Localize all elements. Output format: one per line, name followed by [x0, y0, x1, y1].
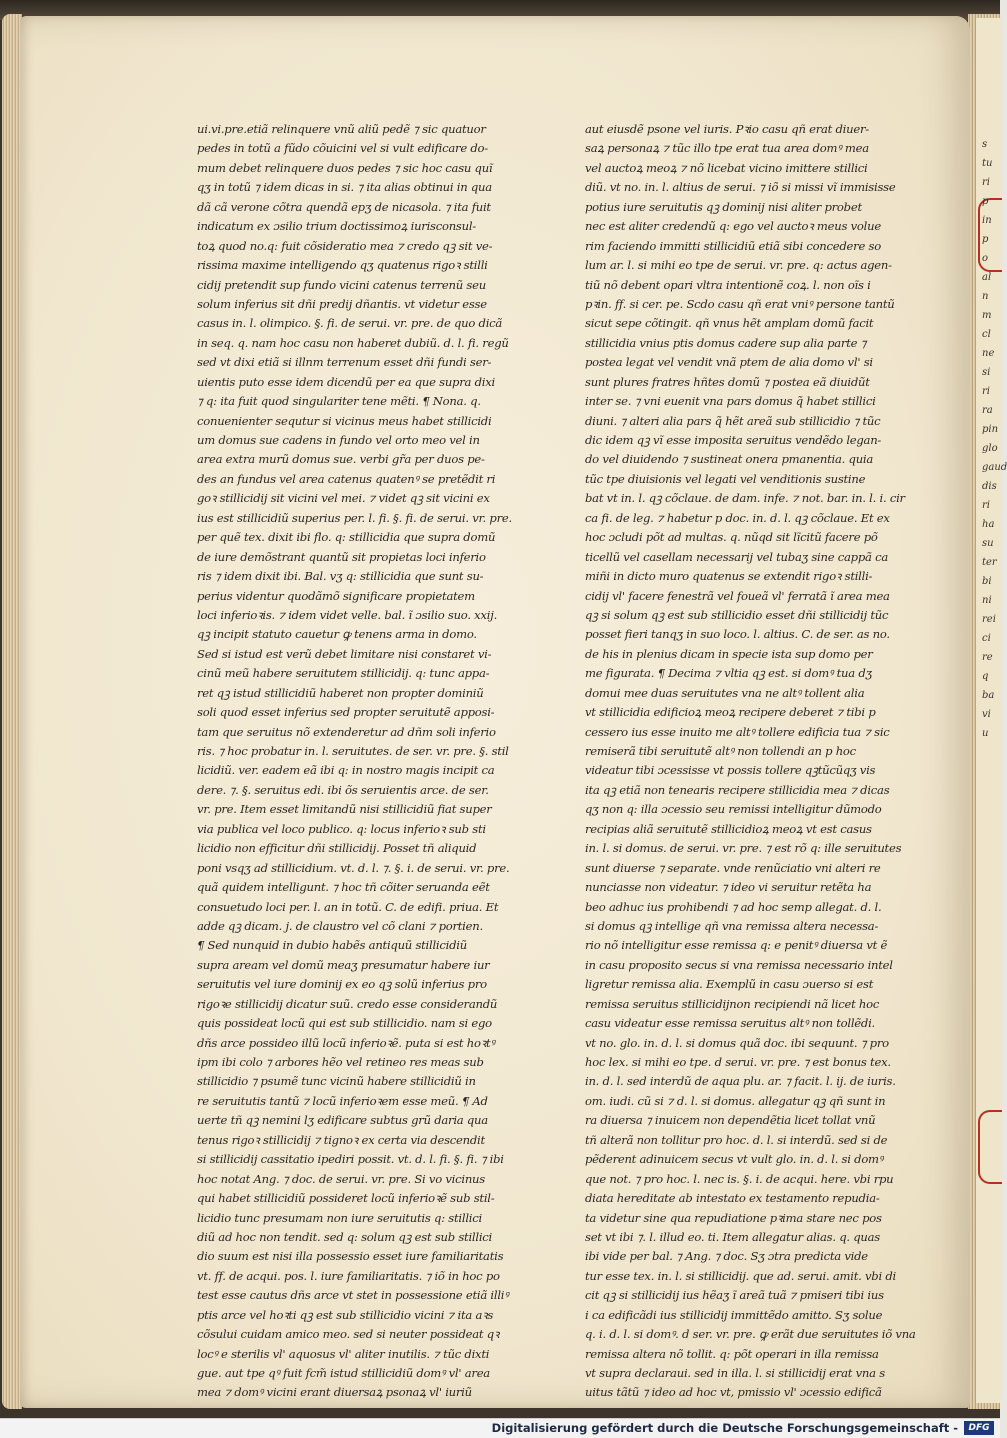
margin-fragment: glo	[982, 443, 998, 454]
text-line: loci inferioꝛis. ⁊ idem videt velle. bal. ĩ ɔsilio suo. xxij.	[197, 607, 498, 622]
text-line: dã cã verone cõtra quendã epʒ de nicasola. ⁊ ita fuit	[197, 199, 491, 214]
text-line: diũ. vt no. in. l. altius de serui. ⁊ iõ si missi vĩ immisisse	[585, 180, 896, 195]
text-line: diũ ad hoc non tendit. sed q: solum qꝫ est sub stillici	[197, 1229, 492, 1244]
text-line: casus in. l. olimpico. §. fi. de serui. vr. pre. de quo dicã	[197, 316, 503, 331]
text-line: recipias aliã seruitutẽ stillicidioꝝ meoꝝ vt est casus	[585, 821, 872, 836]
text-line: qui habet stillicidiũ possideret locũ inferioꝛẽ sub stil-	[197, 1191, 495, 1206]
text-line: tur esse tex. in. l. si stillicidij. que ad. serui. amit. vbi di	[585, 1268, 896, 1283]
margin-fragment: ci	[982, 633, 991, 644]
text-line: in casu proposito secus si vna remissa necessario intel	[585, 957, 893, 972]
margin-fragment: ne	[982, 348, 995, 359]
text-line: cõsului cuidam amico meo. sed si neuter possideat qꝛ	[197, 1327, 500, 1342]
text-line: de iure demõstrant quantũ sit propietas loci inferio	[197, 549, 486, 564]
text-line: ticellũ vel casellam necessarij vel tubaʒ sine cappã ca	[585, 549, 889, 564]
text-line: dñs arce possideo illũ locũ inferioꝛẽ. puta si est hoꝛtꝰ	[197, 1035, 495, 1050]
text-line: sed vt dixi etiã si illnm terrenum esset dñi fundi ser-	[197, 355, 492, 370]
text-line: vel auctoꝝ meoꝝ ⁊ nõ licebat vicino imittere stillici	[585, 160, 868, 175]
margin-fragment: ra	[982, 405, 993, 416]
page-stack-left	[2, 14, 22, 1409]
text-line: mea ⁊ domꝰ vicini erant diuersaꝝ psonaꝝ vl' iuriũ	[197, 1385, 472, 1400]
text-line: dic idem qꝫ vĩ esse imposita seruitus vendẽdo legan-	[585, 433, 882, 447]
text-line: sunt diuerse ⁊ separate. vnde renũciatio vni alteri re	[585, 860, 881, 875]
text-line: seruitutis vel iure dominij ex eo qꝫ solũ inferius pro	[197, 977, 487, 992]
margin-fragment: p	[982, 234, 989, 245]
text-line: posset fieri tanqʒ in suo loco. l. altius. C. de ser. as no.	[585, 627, 890, 642]
text-line: goꝛ stillicidij sit vicini vel mei. ⁊ videt qꝫ sit vicini ex	[197, 491, 490, 506]
text-line: consuetudo loci per. l. an in totũ. C. de edifi. priua. Et	[197, 899, 499, 914]
text-line: quis possideat locũ qui est sub stillicidio. nam si ego	[197, 1016, 492, 1031]
margin-fragment: rei	[982, 614, 996, 625]
text-line: lum ar. l. si mihi eo tpe de serui. vr. pre. q: actus agen-	[585, 258, 892, 273]
margin-fragment: ba	[982, 690, 995, 701]
text-line: cidij vl' facere fenestrã vel foueã vl' ferratã ĩ area mea	[585, 588, 890, 603]
margin-fragment: tu	[982, 158, 993, 169]
text-line: in seq. q. nam hoc casu non haberet dubiũ. d. l. fi. regũ	[197, 335, 509, 350]
margin-fragment: al	[982, 272, 992, 283]
text-line: ¶ Sed nunquid in dubio habẽs antiquũ stillicidiũ	[197, 938, 467, 953]
text-line: hoc lex. si mihi eo tpe. d serui. vr. pre. ⁊ est bonus tex.	[585, 1055, 891, 1069]
text-line: remissa seruitus stillicidijnon recipiendi nã licet hoc	[585, 996, 880, 1011]
facing-page-margin-text	[982, 135, 1007, 743]
text-line: dio suum est nisi illa possessio esset iure familiaritatis	[197, 1249, 504, 1264]
margin-fragment: ni	[982, 595, 992, 606]
text-line: miñi in dicto muro quatenus se extendit rigoꝛ stilli-	[585, 569, 873, 584]
margin-fragment: m	[982, 310, 992, 321]
text-line: nec est aliter credendũ q: ego vel auctoꝛ meus volue	[585, 219, 881, 234]
margin-fragment: su	[982, 538, 994, 549]
text-line: videatur tibi ɔcessisse vt possis tollere qꝫtũcũqʒ vis	[585, 763, 876, 778]
text-line: hoc ɔcludi põt ad multas. q. nũqd sit lĩcitũ facere põ	[585, 530, 878, 545]
margin-fragment: gaud	[982, 462, 1007, 473]
margin-fragment: u	[982, 728, 989, 739]
margin-fragment: ter	[982, 557, 997, 568]
text-line: si domus qꝫ intellige qñ vna remissa altera necessa-	[585, 918, 879, 933]
text-line: saꝝ personaꝝ ⁊ tũc illo tpe erat tua area domꝰ mea	[585, 141, 869, 156]
text-line: in. d. l. sed interdũ de aqua plu. ar. ⁊ facit. l. ij. de iuris.	[585, 1074, 896, 1089]
text-line: diuni. ⁊ alteri alia pars q̃ hẽt areã sub stillicidio ⁊ tũc	[585, 413, 881, 428]
text-line: casu videatur esse remissa seruitus altꝰ non tollẽdi.	[585, 1016, 875, 1031]
text-line: rim faciendo immitti stillicidiũ etiã sibi concedere so	[585, 238, 881, 253]
text-line: ius est stillicidiũ superius per. l. fi. §. fi. de serui. vr. pre.	[197, 510, 512, 525]
text-line: si stillicidij cassitatio ipediri possit. vt. d. l. fi. §. fi. ⁊ ibi	[197, 1152, 504, 1167]
margin-fragment: ri	[982, 500, 990, 511]
text-line: licidio non efficitur dñi stillicidij. Posset tñ aliquid	[197, 841, 477, 856]
margin-fragment: q	[982, 671, 989, 682]
margin-fragment: s	[982, 139, 988, 150]
text-line: uerte tñ qꝫ nemini lʒ edificare subtus grũ daria qua	[197, 1113, 488, 1128]
text-line: ui.vi.pre.etiã relinquere vnũ aliũ pedẽ ⁊ sic quatuor	[197, 122, 486, 136]
text-line: Sed si istud est verũ debet limitare nisi constaret vi-	[197, 646, 492, 661]
text-line: um domus sue cadens in fundo vel orto meo vel in	[197, 433, 480, 447]
text-line: mum debet relinquere duos pedes ⁊ sic hoc casu quĩ	[197, 160, 493, 175]
text-line: locꝰ e sterilis vl' aquosus vl' aliter inutilis. ⁊ tũc dixti	[197, 1346, 490, 1361]
text-line: poni vsqʒ ad stillicidium. vt. d. l. ⁊. §. i. de serui. vr. pre.	[197, 860, 510, 875]
text-line: licidio tunc presumam non iure seruitutis q: stillici	[197, 1210, 482, 1225]
text-line: vt. ff. de acqui. pos. l. iure familiaritatis. ⁊ iõ in hoc po	[197, 1268, 500, 1283]
text-line: re seruitutis tantũ ⁊ locũ inferioꝛem esse meũ. ¶ Ad	[197, 1093, 488, 1108]
dfg-logo: DFG	[964, 1421, 994, 1435]
text-line: tenus rigoꝛ stillicidij ⁊ tignoꝛ ex certa via descendit	[197, 1132, 485, 1147]
text-line: remiserã tibi seruitutẽ altꝰ non tollendi an p hoc	[585, 744, 856, 758]
margin-fragment: si	[982, 367, 991, 378]
text-line: cessero ius esse inuito me altꝰ tollere edificia tua ⁊ sic	[585, 724, 890, 739]
text-line: qʒ in totũ ⁊ idem dicas in si. ⁊ ita alias obtinui in qua	[197, 180, 492, 195]
text-line: remissa altera nõ tollit. q: põt operari in illa remissa	[585, 1346, 879, 1361]
text-line: rio nõ intelligitur esse remissa q: e penitꝰ diuersa vt ẽ	[585, 938, 888, 953]
text-line: vr. pre. Item esset limitandũ nisi stillicidiũ fiat super	[197, 802, 492, 817]
text-line: cit qꝫ si stillicidij ius hẽaʒ ĩ areã tuã ⁊ pmiseri tibi ius	[585, 1288, 884, 1303]
text-line: stillicidio ⁊ psumẽ tunc vicinũ habere stillicidiũ in	[197, 1074, 476, 1089]
margin-fragment: in	[982, 215, 992, 226]
margin-fragment: vi	[982, 709, 991, 720]
text-line: beo adhuc ius prohibendi ⁊ ad hoc semp allegat. d. l.	[585, 899, 882, 914]
margin-fragment: pin	[982, 424, 999, 435]
text-line: pedes in totũ a fũdo cõuicini vel si vult edificare do-	[197, 141, 488, 156]
text-line: do vel diuidendo ⁊ sustineat onera pmanentia. quia	[585, 452, 874, 467]
text-line: q. i. d. l. si domꝰ. d ser. vr. pre. ꝙ erãt due seruitutes iõ vna	[585, 1327, 916, 1342]
text-line: potius iure seruitutis qꝫ dominij nisi aliter probet	[585, 199, 862, 214]
text-line: solum inferius sit dñi predij dñantis. vt videtur esse	[197, 296, 487, 311]
margin-fragment: o	[982, 253, 989, 264]
text-line: cinũ meũ habere seruitutem stillicidij. q: tunc appa-	[197, 666, 490, 681]
text-line: gue. aut tpe qꝰ fuit fcm̃ istud stillicidiũ domꝰ vl' area	[197, 1366, 490, 1380]
text-line: vt supra declaraui. sed in illa. l. si stillicidij erat vna s	[585, 1366, 885, 1380]
text-line: de his in plenius dicam in specie ista sup domo per	[585, 646, 873, 661]
text-line: nunciasse non videatur. ⁊ ideo vi seruitur retẽta ha	[585, 880, 872, 895]
text-line: uitus tãtũ ⁊ ideo ad hoc vt, pmissio vl' ɔcessio edificã	[585, 1385, 882, 1400]
text-line: ⁊ q: ita fuit quod singulariter tene mẽti. ¶ Nona. q.	[197, 394, 481, 409]
text-line: pẽderent adinuicem secus vt vult glo. in. d. l. si domꝰ	[585, 1152, 883, 1167]
funding-credit: Digitalisierung gefördert durch die Deutsche Forschungsgemeinschaft -	[491, 1421, 958, 1435]
text-line: area extra murũ domus sue. verbi gr̃a per duos pe-	[197, 452, 485, 467]
text-line: stillicidia vnius ptis domus cadere sup alia parte ⁊	[585, 335, 867, 350]
margin-fragment: ri	[982, 177, 990, 188]
text-line: tũc tpe diuisionis vel legati vel venditionis sustine	[585, 471, 866, 486]
text-column-left	[197, 120, 523, 1403]
rubricated-initial-margin	[978, 1110, 1002, 1184]
text-line: cidij pretendit sup fundo vicini catenus terrenũ seu	[197, 277, 486, 292]
text-line: ret qꝫ istud stillicidiũ haberet non propter dominiũ	[197, 685, 484, 700]
text-line: des an fundus vel area catenus quatenꝰ se pretẽdit ri	[197, 471, 496, 486]
text-line: perius videntur quodãmõ significare propietatem	[197, 588, 475, 603]
text-line: hoc notat Ang. ⁊ doc. de serui. vr. pre. Si vo vicinus	[197, 1171, 485, 1186]
text-line: soli quod esset inferius sed propter seruitutẽ apposi-	[197, 705, 495, 720]
text-line: bat vt in. l. qꝫ cõclaue. de dam. infe. ⁊ not. bar. in. l. i. cir	[585, 491, 905, 506]
margin-fragment: n	[982, 291, 989, 302]
text-line: qʒ non q: illa ɔcessio seu remissi intelligitur dũmodo	[585, 802, 882, 817]
text-line: adde qꝫ dicam. j. de claustro vel cõ clani ⁊ portien.	[197, 918, 483, 933]
text-line: inter se. ⁊ vni euenit vna pars domus q̃ habet stillici	[585, 394, 876, 409]
margin-fragment: bi	[982, 576, 992, 587]
text-line: ligretur remissa alia. Exemplũ in casu ɔuerso si est	[585, 977, 874, 992]
text-line: tiũ nõ debent opari vltra intentionẽ coꝝ. l. non oĩs i	[585, 277, 871, 292]
text-line: ibi vide per bal. ⁊ Ang. ⁊ doc. Sʒ ɔtra predicta vide	[585, 1249, 868, 1264]
margin-fragment: cl	[982, 329, 991, 340]
text-line: set vt ibi ⁊. l. illud eo. ti. Item allegatur alias. q. quas	[585, 1229, 880, 1244]
text-line: domui mee duas seruitutes vna ne altꝰ tollent alia	[585, 685, 865, 700]
text-line: dere. ⁊. §. seruitus edi. ibi õs seruientis arce. de ser.	[197, 782, 489, 797]
text-line: per quẽ tex. dixit ibi flo. q: stillicidia que supra domũ	[197, 530, 496, 545]
margin-fragment: dis	[982, 481, 997, 492]
margin-fragment: ha	[982, 519, 995, 530]
text-line: ita qꝫ etiã non tenearis recipere stillicidia mea ⁊ dicas	[585, 782, 890, 797]
text-line: vt stillicidia edificioꝝ meoꝝ recipere deberet ⁊ tibi p	[585, 705, 876, 720]
margin-fragment: p	[982, 196, 989, 207]
text-line: rigoꝛe stillicidij dicatur suũ. credo esse considerandũ	[197, 996, 498, 1011]
text-line: in. l. si domus. de serui. vr. pre. ⁊ est rõ q: ille seruitutes	[585, 841, 902, 856]
text-line: om. iudi. cũ si ⁊ d. l. si domus. allegatur qꝫ qñ sunt in	[585, 1093, 886, 1108]
text-line: ris ⁊ idem dixit ibi. Bal. vʒ q: stillicidia que sunt su-	[197, 569, 484, 584]
text-line: sicut sepe cõtingit. qñ vnus hẽt amplam domũ facit	[585, 316, 874, 331]
text-line: que not. ⁊ pro hoc. l. nec is. §. i. de acqui. here. vbi rpu	[585, 1171, 894, 1186]
text-line: test esse cautus dñs arce vt stet in possessione etiã illiꝰ	[197, 1288, 509, 1303]
text-line: diata hereditate ab intestato ex testamento repudia-	[585, 1191, 880, 1206]
text-line: licidiũ. ver. eadem eã ibi q: in nostro magis incipit ca	[197, 763, 495, 778]
text-line: uientis puto esse idem dicendũ per ea que supra dixi	[197, 374, 495, 389]
text-line: toꝝ quod no.q: fuit cõsideratio mea ⁊ credo qꝫ sit ve-	[197, 238, 493, 253]
text-line: quã quidem intelligunt. ⁊ hoc tñ cõiter seruanda eẽt	[197, 880, 490, 895]
text-column-right	[585, 120, 916, 1403]
margin-fragment: ri	[982, 386, 990, 397]
text-line: indicatum ex ɔsilio trium doctissimoꝝ iurisconsul-	[197, 219, 476, 234]
footer-bar	[0, 1418, 1000, 1438]
text-line: conuenienter sequtur si vicinus meus habet stillicidi	[197, 413, 492, 428]
text-line: ris. ⁊ hoc probatur in. l. seruitutes. de ser. vr. pre. §. stil	[197, 744, 509, 758]
text-line: ra diuersa ⁊ inuicem non dependẽtia licet tollat vnũ	[585, 1113, 876, 1128]
text-line: ta videtur sine qua repudiatione pꝛima stare nec pos	[585, 1210, 882, 1225]
text-line: ptis arce vel hoꝛti qꝫ est sub stillicidio vicini ⁊ ita aꝛs	[197, 1307, 494, 1322]
text-line: rissima maxime intelligendo qʒ quatenus rigoꝛ stilli	[197, 258, 488, 273]
text-line: ipm ibi colo ⁊ arbores hẽo vel retineo res meas sub	[197, 1055, 484, 1069]
text-line: i ca edificãdi ius stillicidij immittẽdo amitto. Sʒ solue	[585, 1307, 883, 1322]
text-line: sunt plures fratres hñtes domũ ⁊ postea eã diuidũt	[585, 374, 870, 389]
text-line: postea legat vel vendit vnã ptem de alia domo vl' si	[585, 355, 873, 370]
text-line: tñ alterã non tollitur pro hoc. d. l. si interdũ. sed si de	[585, 1132, 888, 1147]
text-line: qꝫ si solum qꝫ est sub stillicidio esset dñi stillicidij tũc	[585, 607, 889, 622]
text-line: me figurata. ¶ Decima ⁊ vltia qꝫ est. si domꝰ tua dʒ	[585, 666, 872, 681]
text-line: qꝫ incipit statuto cauetur ꝙ tenens arma in domo.	[197, 627, 477, 642]
text-line: vt no. glo. in. d. l. si domus quã doc. ibi sequunt. ⁊ pro	[585, 1035, 889, 1050]
text-line: ca fi. de leg. ⁊ habetur p doc. in. d. l. qꝫ cõclaue. Et ex	[585, 510, 890, 525]
text-line: tam que seruitus nõ extenderetur ad dñm soli inferio	[197, 724, 496, 739]
text-line: via publica vel loco publico. q: locus inferioꝛ sub sti	[197, 821, 486, 836]
text-line: supra aream vel domũ meaʒ presumatur habere iur	[197, 957, 490, 972]
text-line: aut eiusdẽ psone vel iuris. Pꝛio casu qñ erat diuer-	[585, 122, 869, 136]
margin-fragment: re	[982, 652, 993, 663]
text-line: pꝛin. ff. si cer. pe. Scdo casu qñ erat vniꝰ persone tantũ	[585, 296, 895, 311]
